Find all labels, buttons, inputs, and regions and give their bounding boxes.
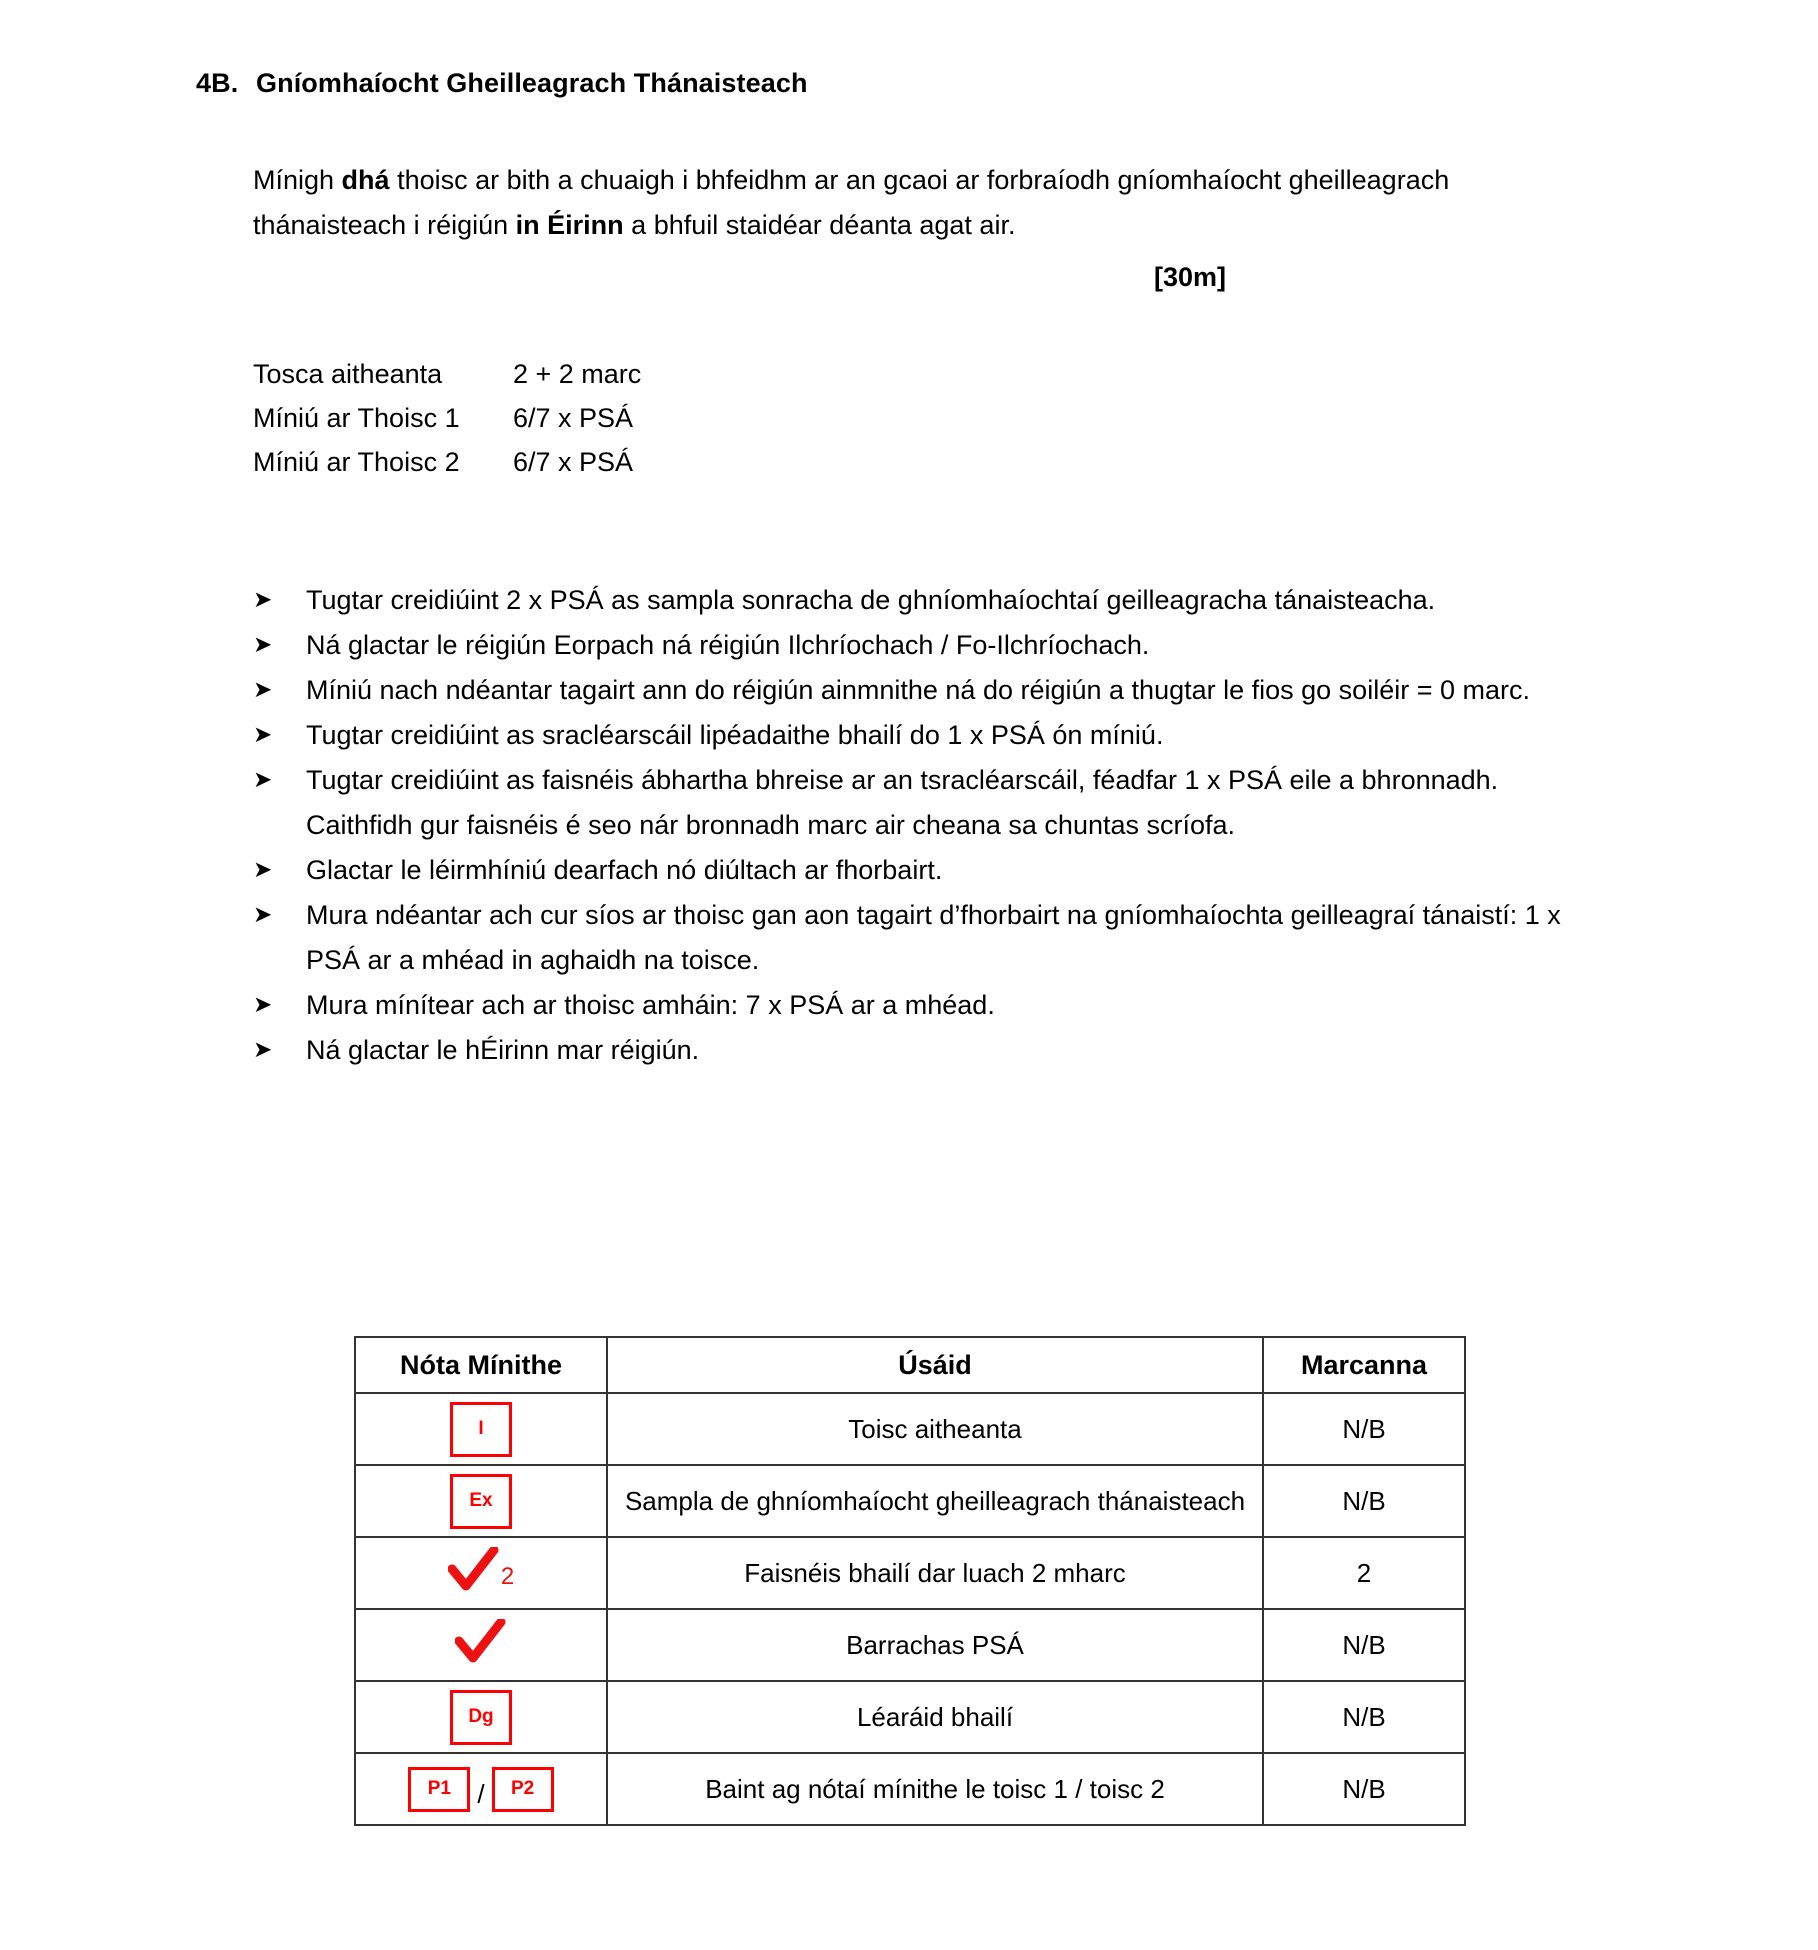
list-item-text: Mura mínítear ach ar thoisc amháin: 7 x PSÁ ar a mhéad. <box>306 990 995 1020</box>
scheme-row <box>253 352 641 396</box>
annotation-use-cell: Sampla de ghníomhaíocht gheilleagrach thánaisteach <box>607 1465 1263 1537</box>
annotation-marks-cell: N/B <box>1263 1465 1465 1537</box>
annotation-box-p2-icon: P2 <box>492 1767 554 1812</box>
list-item-text: Glactar le léirmhíniú dearfach nó diúltach ar fhorbairt. <box>306 855 943 885</box>
annotation-key-table-wrapper <box>354 1336 1464 1826</box>
annotation-use-cell: Toisc aitheanta <box>607 1393 1263 1465</box>
scheme-value: 6/7 x PSÁ <box>513 403 634 433</box>
table-row <box>355 1393 1465 1465</box>
list-item-text: Tugtar creidiúint as faisnéis ábhartha bhreise ar an tsracléarscáil, féadfar 1 x PSÁ eile a bhronnadh. Caithfidh gur faisnéis é seo nár bronnadh marc air cheana sa chuntas scríofa. <box>306 765 1499 840</box>
annotation-checkmark-2-icon <box>448 1547 514 1593</box>
annotation-use-cell: Baint ag nótaí mínithe le toisc 1 / toisc 2 <box>607 1753 1263 1825</box>
arrow-bullet-icon: ➤ <box>253 767 273 793</box>
table-row <box>355 1465 1465 1537</box>
annotation-symbol-cell <box>355 1465 607 1537</box>
checkmark-subscript: 2 <box>500 1562 515 1590</box>
list-item-text: Míniú nach ndéantar tagairt ann do réigiún ainmnithe ná do réigiún a thugtar le fios go soiléir = 0 marc. <box>306 675 1530 705</box>
annotation-use-cell: Léaráid bhailí <box>607 1681 1263 1753</box>
prompt-part-3: a bhfuil staidéar déanta agat air. <box>623 210 1016 240</box>
table-row <box>355 1753 1465 1825</box>
scheme-value: 6/7 x PSÁ <box>513 447 634 477</box>
scheme-label: Míniú ar Thoisc 1 <box>253 403 460 433</box>
annotation-symbol-cell <box>355 1537 607 1609</box>
list-item <box>253 578 1583 623</box>
annotation-marks-cell: N/B <box>1263 1753 1465 1825</box>
prompt-bold-1: dhá <box>341 165 390 195</box>
annotation-symbol-cell <box>355 1753 607 1825</box>
scheme-label: Míniú ar Thoisc 2 <box>253 447 460 477</box>
annotation-marks-cell: N/B <box>1263 1609 1465 1681</box>
question-title: Gníomhaíocht Gheilleagrach Thánaisteach <box>256 68 808 98</box>
list-item-text: Tugtar creidiúint as sracléarscáil lipéadaithe bhailí do 1 x PSÁ ón míniú. <box>306 720 1164 750</box>
annotation-box-p1-icon: P1 <box>408 1767 470 1812</box>
arrow-bullet-icon: ➤ <box>253 902 273 928</box>
question-prompt <box>253 158 1573 248</box>
list-item-text: Ná glactar le hÉirinn mar réigiún. <box>306 1035 700 1065</box>
annotation-key-table <box>354 1336 1466 1826</box>
list-item <box>253 758 1583 848</box>
annotation-separator: / <box>477 1778 485 1809</box>
annotation-use-cell: Barrachas PSÁ <box>607 1609 1263 1681</box>
column-header-use: Úsáid <box>607 1337 1263 1393</box>
annotation-symbol-cell <box>355 1609 607 1681</box>
list-item-text: Tugtar creidiúint 2 x PSÁ as sampla sonracha de ghníomhaíochtaí geilleagracha tánaisteacha. <box>306 585 1436 615</box>
annotation-box-dg-icon: Dg <box>450 1690 512 1745</box>
list-item <box>253 713 1583 758</box>
list-item <box>253 668 1583 713</box>
annotation-checkmark-icon <box>455 1619 507 1665</box>
annotation-box-ex-icon: Ex <box>450 1474 512 1529</box>
arrow-bullet-icon: ➤ <box>253 992 273 1018</box>
scheme-label: Tosca aitheanta <box>253 359 443 389</box>
list-item <box>253 893 1583 983</box>
marking-scheme-breakdown <box>253 352 641 484</box>
annotation-box-p1-p2-icon <box>408 1767 553 1812</box>
prompt-part-2: thoisc ar bith a chuaigh i bhfeidhm ar an gcaoi ar forbraíodh gníomhaíocht gheilleagrach thánaisteach i réigiún <box>253 165 1450 240</box>
annotation-symbol-cell <box>355 1681 607 1753</box>
annotation-use-cell: Faisnéis bhailí dar luach 2 mharc <box>607 1537 1263 1609</box>
marking-guidance-list <box>253 578 1583 1073</box>
list-item <box>253 848 1583 893</box>
annotation-marks-cell: 2 <box>1263 1537 1465 1609</box>
arrow-bullet-icon: ➤ <box>253 1037 273 1063</box>
column-header-marks: Marcanna <box>1263 1337 1465 1393</box>
question-number: 4B. <box>196 68 239 98</box>
prompt-part-1: Mínigh <box>253 165 342 195</box>
list-item-text: Ná glactar le réigiún Eorpach ná réigiún Ilchríochach / Fo-Ilchríochach. <box>306 630 1150 660</box>
scheme-row <box>253 396 641 440</box>
scheme-value: 2 + 2 marc <box>513 359 642 389</box>
table-row <box>355 1609 1465 1681</box>
annotation-box-i-icon: I <box>450 1402 512 1457</box>
annotation-marks-cell: N/B <box>1263 1393 1465 1465</box>
arrow-bullet-icon: ➤ <box>253 632 273 658</box>
page-title <box>196 68 808 99</box>
prompt-bold-2: in Éirinn <box>515 210 624 240</box>
arrow-bullet-icon: ➤ <box>253 677 273 703</box>
annotation-marks-cell: N/B <box>1263 1681 1465 1753</box>
total-marks-badge: [30m] <box>1153 262 1226 292</box>
list-item-text: Mura ndéantar ach cur síos ar thoisc gan aon tagairt d’fhorbairt na gníomhaíochta geilleagraí tánaistí: 1 x PSÁ ar a mhéad in aghaidh na toisce. <box>306 900 1561 975</box>
list-item <box>253 623 1583 668</box>
arrow-bullet-icon: ➤ <box>253 722 273 748</box>
scheme-row <box>253 440 641 484</box>
table-row <box>355 1537 1465 1609</box>
table-header-row <box>355 1337 1465 1393</box>
list-item <box>253 1028 1583 1073</box>
column-header-note: Nóta Mínithe <box>355 1337 607 1393</box>
arrow-bullet-icon: ➤ <box>253 587 273 613</box>
annotation-symbol-cell <box>355 1393 607 1465</box>
arrow-bullet-icon: ➤ <box>253 857 273 883</box>
list-item <box>253 983 1583 1028</box>
table-row <box>355 1681 1465 1753</box>
